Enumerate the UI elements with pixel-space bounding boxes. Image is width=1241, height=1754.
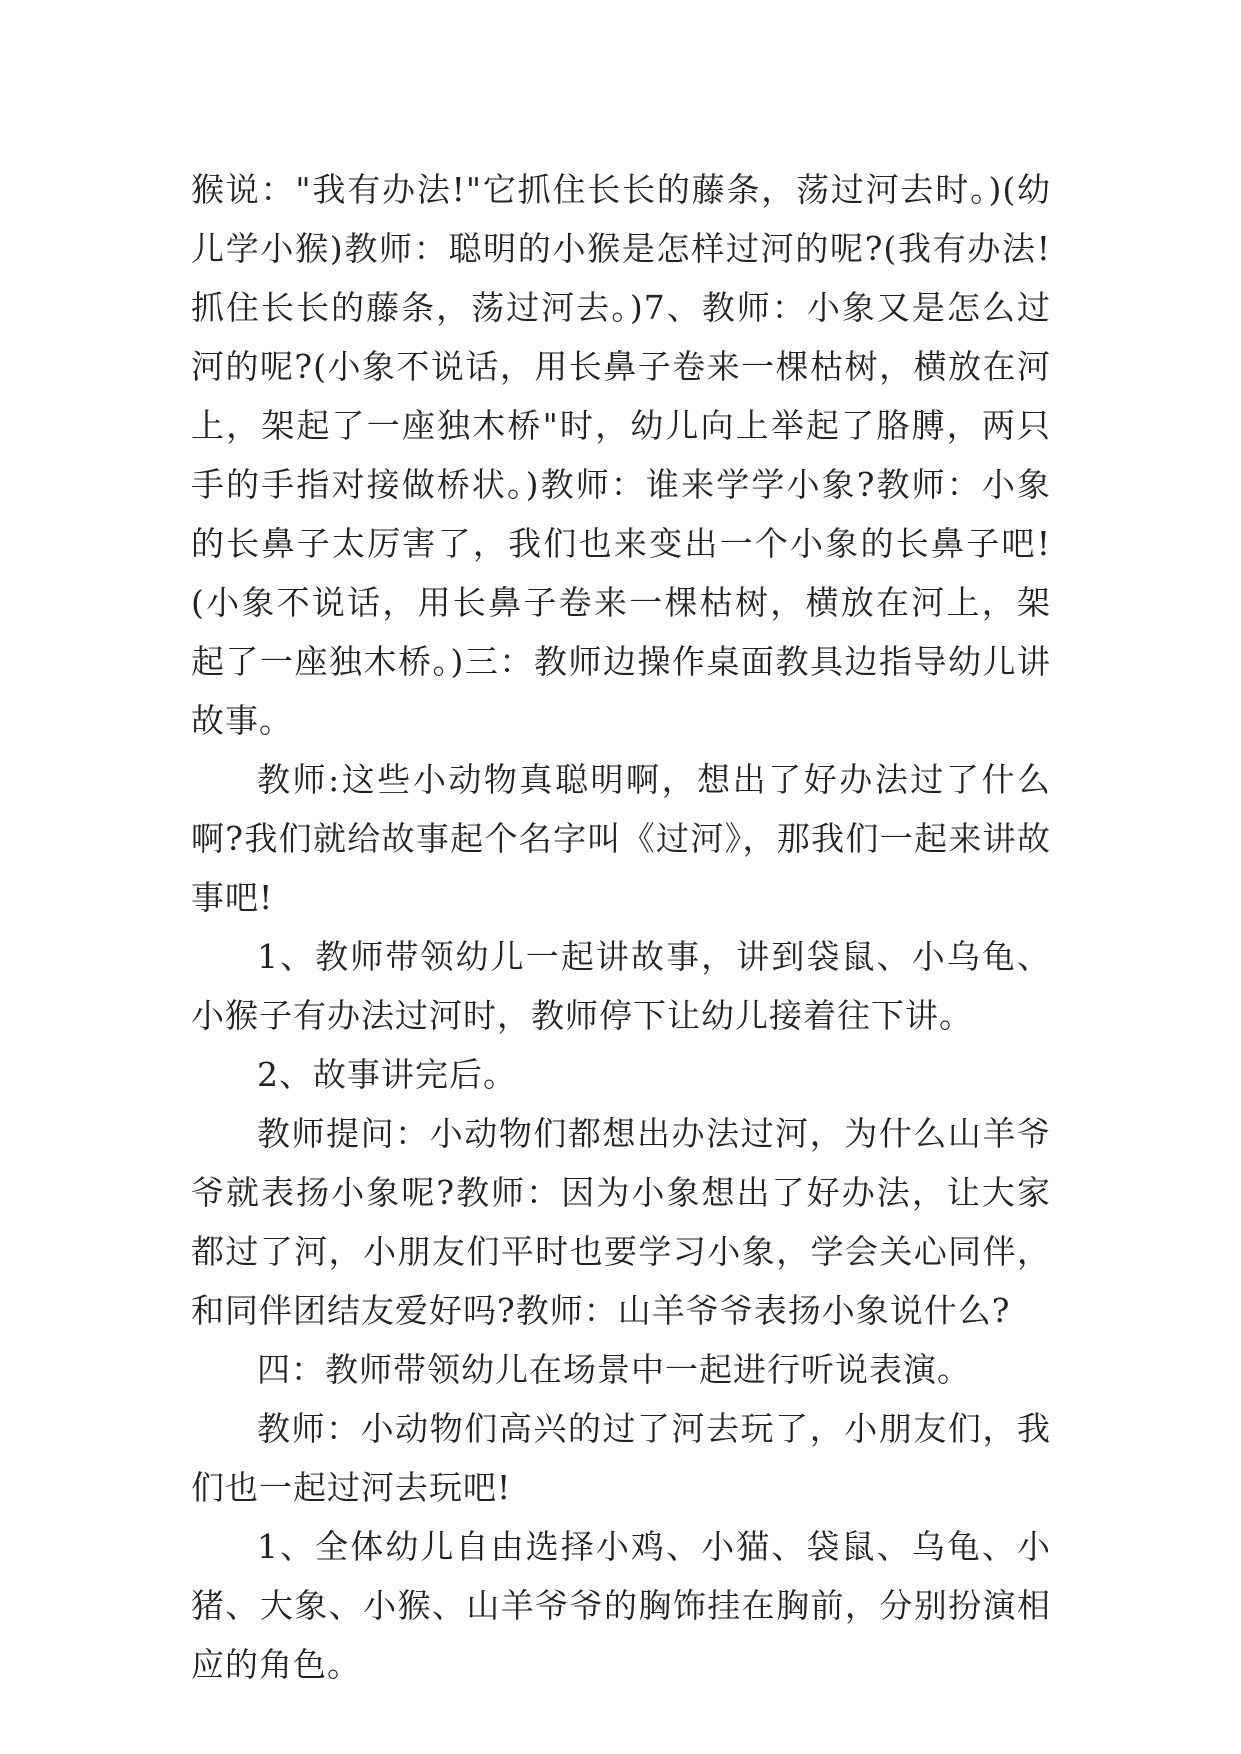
paragraph-teacher-invite: 教师：小动物们高兴的过了河去玩了，小朋友们，我们也一起过河去玩吧!	[191, 1409, 1051, 1507]
paragraph-section-four-heading: 四：教师带领幼儿在场景中一起进行听说表演。	[257, 1350, 971, 1389]
paragraph-teacher-question: 教师提问：小动物们都想出办法过河，为什么山羊爷爷就表扬小象呢?教师：因为小象想出了好办法，让大家都过了河，小朋友们平时也要学习小象，学会关心同伴，和同伴团结友爱好吗?教师：山羊爷爷表扬小象说什么?	[191, 1114, 1051, 1330]
paragraph-teacher-story-name: 教师:这些小动物真聪明啊，想出了好办法过了什么啊?我们就给故事起个名字叫《过河》，那我们一起来讲故事吧!	[191, 760, 1051, 917]
paragraph-story-continuation: 猴说："我有办法!"它抓住长长的藤条，荡过河去时。)(幼儿学小猴)教师：聪明的小猴是怎样过河的呢?(我有办法!抓住长长的藤条，荡过河去。)7、教师：小象又是怎么过河的呢?(小象不说话，用长鼻子卷来一棵枯树，横放在河上，架起了一座独木桥"时，幼儿向上举起了胳膊，两只手的手指对接做桥状。)教师：谁来学学小象?教师：小象的长鼻子太厉害了，我们也来变出一个小象的长鼻子吧!(小象不说话，用长鼻子卷来一棵枯树，横放在河上，架起了一座独木桥。)三：教师边操作桌面教具边指导幼儿讲故事。	[191, 170, 1051, 740]
paragraph-step-1-tell-story: 1、教师带领幼儿一起讲故事，讲到袋鼠、小乌龟、小猴子有办法过河时，教师停下让幼儿接着往下讲。	[191, 937, 1051, 1035]
paragraph-step-1-role-play: 1、全体幼儿自由选择小鸡、小猫、袋鼠、乌龟、小猪、大象、小猴、山羊爷爷的胸饰挂在胸前，分别扮演相应的角色。	[191, 1527, 1051, 1684]
document-body	[191, 160, 1051, 1694]
paragraph-step-2-story-end: 2、故事讲完后。	[257, 1055, 517, 1094]
